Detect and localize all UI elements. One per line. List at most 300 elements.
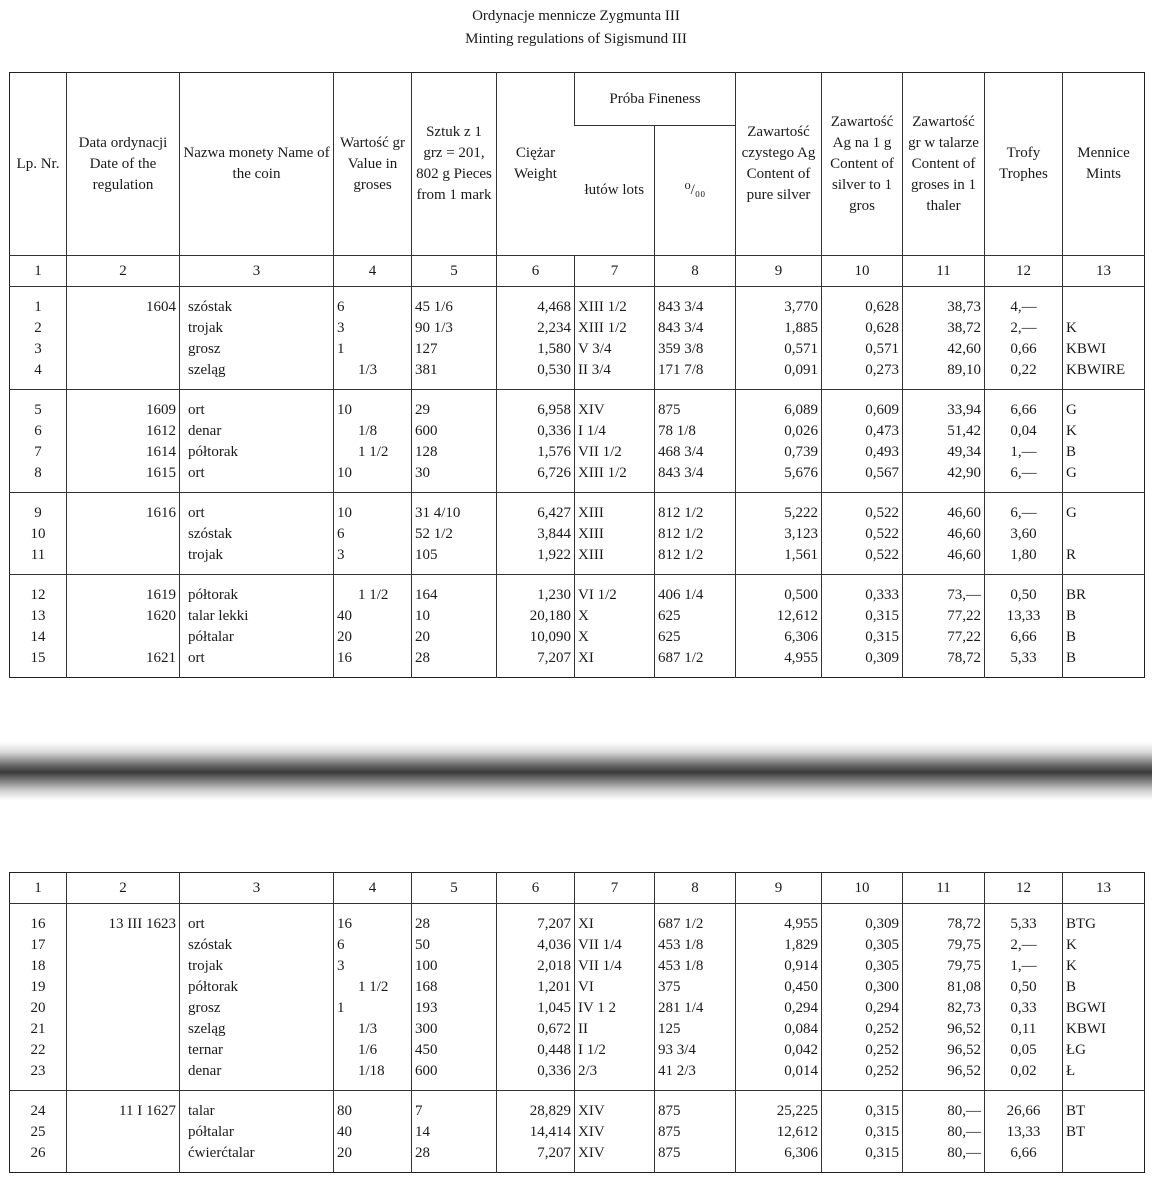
weight-cell: 2,234: [497, 318, 575, 339]
coin-name-cell: szóstak: [180, 524, 334, 545]
pure-silver-cell: 0,500: [736, 575, 822, 607]
trophes-cell: 1,—: [985, 956, 1063, 977]
weight-cell: 6,958: [497, 390, 575, 422]
mints-cell: BT: [1063, 1091, 1145, 1123]
trophes-cell: 0,66: [985, 339, 1063, 360]
fineness-permille-cell: 875: [655, 1122, 736, 1143]
groses-per-thaler-cell: 96,52: [903, 1019, 985, 1040]
fineness-lots-cell: XIII 1/2: [575, 463, 655, 493]
trophes-cell: 6,—: [985, 493, 1063, 525]
fineness-lots-cell: XIV: [575, 1122, 655, 1143]
table-row: [10, 287, 1145, 319]
row-number-cell: 8: [34, 465, 42, 481]
regulation-date-cell: [67, 1040, 180, 1061]
row-number-cell: 26: [30, 1145, 46, 1161]
weight-cell: 1,580: [497, 339, 575, 360]
weight-cell: 7,207: [497, 648, 575, 678]
mints-cell: B: [1063, 606, 1145, 627]
value-groses-cell: 1/3: [334, 360, 412, 390]
regulation-date-cell: 13 III 1623: [67, 904, 180, 936]
groses-per-thaler-cell: 79,75: [903, 956, 985, 977]
fineness-lots-cell: XIII: [575, 493, 655, 525]
fineness-permille-cell: 453 1/8: [655, 956, 736, 977]
value-groses-cell: 1/6: [334, 1040, 412, 1061]
header-silver-per-gros: Zawartość Ag na 1 g Content of silver to 1 gros: [822, 73, 903, 256]
silver-per-gros-cell: 0,628: [822, 287, 903, 319]
value-groses-cell: 6: [334, 524, 412, 545]
trophes-cell: 0,02: [985, 1061, 1063, 1091]
silver-per-gros-cell: 0,567: [822, 463, 903, 493]
weight-cell: 1,201: [497, 977, 575, 998]
regulation-date-cell: 1612: [67, 421, 180, 442]
pure-silver-cell: 1,885: [736, 318, 822, 339]
silver-per-gros-cell: 0,473: [822, 421, 903, 442]
fineness-lots-cell: I 1/2: [575, 1040, 655, 1061]
mints-cell: BR: [1063, 575, 1145, 607]
fineness-permille-cell: 812 1/2: [655, 545, 736, 575]
fineness-lots-cell: VI: [575, 977, 655, 998]
regulation-date-cell: [67, 1122, 180, 1143]
weight-cell: 2,018: [497, 956, 575, 977]
groses-per-thaler-cell: 51,42: [903, 421, 985, 442]
coin-name-cell: szeląg: [180, 360, 334, 390]
coin-name-cell: talar: [180, 1091, 334, 1123]
row-number-cell: 23: [30, 1063, 46, 1079]
table-row: [10, 977, 1145, 998]
regulation-date-cell: [67, 1143, 180, 1173]
fineness-permille-cell: 359 3/8: [655, 339, 736, 360]
mints-cell: BTG: [1063, 904, 1145, 936]
regulation-date-cell: [67, 935, 180, 956]
table-row: [10, 1019, 1145, 1040]
column-number-row: 1 2 3 4 5 6 7 8 9 10 11 12 13: [10, 873, 1145, 904]
pure-silver-cell: 0,914: [736, 956, 822, 977]
fineness-lots-cell: VII 1/4: [575, 956, 655, 977]
value-groses-cell: 1: [334, 339, 412, 360]
trophes-cell: 5,33: [985, 648, 1063, 678]
silver-per-gros-cell: 0,305: [822, 956, 903, 977]
column-number-row: 1 2 3 4 5 6 7 8 9 10 11 12 13: [10, 256, 1145, 287]
fineness-lots-cell: XIV: [575, 390, 655, 422]
header-date: Data ordynacji Date of the regulation: [67, 73, 180, 256]
groses-per-thaler-cell: 46,60: [903, 545, 985, 575]
fineness-lots-cell: VI 1/2: [575, 575, 655, 607]
row-number-cell: 11: [30, 547, 46, 563]
value-groses-cell: 20: [334, 1143, 412, 1173]
pure-silver-cell: 0,014: [736, 1061, 822, 1091]
pure-silver-cell: 4,955: [736, 904, 822, 936]
coin-name-cell: półtorak: [180, 442, 334, 463]
value-groses-cell: 3: [334, 318, 412, 339]
value-groses-cell: 1 1/2: [334, 977, 412, 998]
coin-name-cell: półtalar: [180, 627, 334, 648]
regulation-date-cell: [67, 339, 180, 360]
table-row: [10, 1143, 1145, 1173]
fineness-permille-cell: 812 1/2: [655, 493, 736, 525]
silver-per-gros-cell: 0,333: [822, 575, 903, 607]
weight-cell: 0,336: [497, 1061, 575, 1091]
fineness-permille-cell: 281 1/4: [655, 998, 736, 1019]
value-groses-cell: 10: [334, 390, 412, 422]
fineness-permille-cell: 93 3/4: [655, 1040, 736, 1061]
pieces-per-mark-cell: 30: [412, 463, 497, 493]
value-groses-cell: 16: [334, 648, 412, 678]
fineness-lots-cell: XIII 1/2: [575, 318, 655, 339]
pieces-per-mark-cell: 381: [412, 360, 497, 390]
fineness-lots-cell: IV 1 2: [575, 998, 655, 1019]
pure-silver-cell: 5,676: [736, 463, 822, 493]
mints-cell: BGWI: [1063, 998, 1145, 1019]
table-row: [10, 421, 1145, 442]
row-number-cell: 17: [30, 937, 46, 953]
header-mints: Mennice Mints: [1063, 73, 1145, 256]
fineness-permille-cell: 875: [655, 390, 736, 422]
table-row: [10, 935, 1145, 956]
regulation-date-cell: [67, 1061, 180, 1091]
row-number-cell: 2: [34, 320, 42, 336]
fineness-lots-cell: XI: [575, 904, 655, 936]
pieces-per-mark-cell: 450: [412, 1040, 497, 1061]
pieces-per-mark-cell: 29: [412, 390, 497, 422]
row-number-cell: 21: [30, 1021, 46, 1037]
row-number-cell: 15: [30, 650, 46, 666]
pieces-per-mark-cell: 127: [412, 339, 497, 360]
page-title-polish: Ordynacje mennicze Zygmunta III: [472, 8, 680, 24]
pieces-per-mark-cell: 100: [412, 956, 497, 977]
pieces-per-mark-cell: 31 4/10: [412, 493, 497, 525]
fineness-permille-cell: 687 1/2: [655, 648, 736, 678]
pure-silver-cell: 1,829: [736, 935, 822, 956]
pieces-per-mark-cell: 14: [412, 1122, 497, 1143]
trophes-cell: 1,80: [985, 545, 1063, 575]
fineness-lots-cell: XIII: [575, 545, 655, 575]
header-permille: ⁰/₀₀: [655, 126, 736, 256]
pieces-per-mark-cell: 90 1/3: [412, 318, 497, 339]
weight-cell: 10,090: [497, 627, 575, 648]
table-row: [10, 1122, 1145, 1143]
regulation-date-cell: 11 I 1627: [67, 1091, 180, 1123]
pure-silver-cell: 12,612: [736, 1122, 822, 1143]
mints-cell: Ł: [1063, 1061, 1145, 1091]
groses-per-thaler-cell: 96,52: [903, 1040, 985, 1061]
groses-per-thaler-cell: 46,60: [903, 524, 985, 545]
mints-cell: G: [1063, 493, 1145, 525]
groses-per-thaler-cell: 80,—: [903, 1091, 985, 1123]
coin-name-cell: szóstak: [180, 287, 334, 319]
table-row: [10, 648, 1145, 678]
header-trophes: Trofy Trophes: [985, 73, 1063, 256]
groses-per-thaler-cell: 42,60: [903, 339, 985, 360]
value-groses-cell: 1/18: [334, 1061, 412, 1091]
table-row: [10, 390, 1145, 422]
weight-cell: 4,468: [497, 287, 575, 319]
groses-per-thaler-cell: 79,75: [903, 935, 985, 956]
coin-name-cell: denar: [180, 1061, 334, 1091]
groses-per-thaler-cell: 77,22: [903, 606, 985, 627]
table-row: [10, 1061, 1145, 1091]
silver-per-gros-cell: 0,309: [822, 648, 903, 678]
weight-cell: 0,336: [497, 421, 575, 442]
fineness-permille-cell: 843 3/4: [655, 318, 736, 339]
page-title-english: Minting regulations of Sigismund III: [465, 31, 687, 47]
mints-cell: K: [1063, 956, 1145, 977]
mints-cell: KBWI: [1063, 1019, 1145, 1040]
pieces-per-mark-cell: 7: [412, 1091, 497, 1123]
pieces-per-mark-cell: 105: [412, 545, 497, 575]
coin-name-cell: półtalar: [180, 1122, 334, 1143]
value-groses-cell: 3: [334, 956, 412, 977]
fineness-permille-cell: 406 1/4: [655, 575, 736, 607]
coin-name-cell: trojak: [180, 956, 334, 977]
value-groses-cell: 40: [334, 606, 412, 627]
silver-per-gros-cell: 0,252: [822, 1061, 903, 1091]
groses-per-thaler-cell: 80,—: [903, 1143, 985, 1173]
coin-name-cell: ort: [180, 463, 334, 493]
row-number-cell: 3: [34, 341, 42, 357]
table-row: [10, 904, 1145, 936]
groses-per-thaler-cell: 80,—: [903, 1122, 985, 1143]
mints-cell: K: [1063, 421, 1145, 442]
mints-cell: [1063, 524, 1145, 545]
trophes-cell: 1,—: [985, 442, 1063, 463]
value-groses-cell: 20: [334, 627, 412, 648]
pure-silver-cell: 5,222: [736, 493, 822, 525]
mints-cell: B: [1063, 977, 1145, 998]
groses-per-thaler-cell: 78,72: [903, 904, 985, 936]
weight-cell: 20,180: [497, 606, 575, 627]
value-groses-cell: 1 1/2: [334, 575, 412, 607]
fineness-permille-cell: 125: [655, 1019, 736, 1040]
value-groses-cell: 16: [334, 904, 412, 936]
trophes-cell: 6,66: [985, 390, 1063, 422]
silver-per-gros-cell: 0,315: [822, 1122, 903, 1143]
pieces-per-mark-cell: 28: [412, 1143, 497, 1173]
header-fineness: Próba Fineness: [575, 73, 736, 126]
regulation-date-cell: 1620: [67, 606, 180, 627]
fineness-permille-cell: 375: [655, 977, 736, 998]
table-row: [10, 998, 1145, 1019]
header-pieces: Sztuk z 1 grz = 201, 802 g Pieces from 1 mark: [412, 73, 497, 256]
trophes-cell: 4,—: [985, 287, 1063, 319]
mints-cell: B: [1063, 627, 1145, 648]
mints-cell: [1063, 1143, 1145, 1173]
fineness-permille-cell: 875: [655, 1091, 736, 1123]
pure-silver-cell: 6,306: [736, 627, 822, 648]
fineness-permille-cell: 875: [655, 1143, 736, 1173]
groses-per-thaler-cell: 73,—: [903, 575, 985, 607]
fineness-lots-cell: 2/3: [575, 1061, 655, 1091]
groses-per-thaler-cell: 89,10: [903, 360, 985, 390]
header-pure-silver: Zawartość czystego Ag Content of pure silver: [736, 73, 822, 256]
groses-per-thaler-cell: 38,73: [903, 287, 985, 319]
weight-cell: 6,726: [497, 463, 575, 493]
pieces-per-mark-cell: 52 1/2: [412, 524, 497, 545]
mints-cell: KBWIRE: [1063, 360, 1145, 390]
table-row: [10, 1091, 1145, 1123]
pieces-per-mark-cell: 45 1/6: [412, 287, 497, 319]
table-row: [10, 1040, 1145, 1061]
silver-per-gros-cell: 0,300: [822, 977, 903, 998]
fineness-lots-cell: XIV: [575, 1143, 655, 1173]
coin-name-cell: trojak: [180, 318, 334, 339]
pieces-per-mark-cell: 168: [412, 977, 497, 998]
value-groses-cell: 1 1/2: [334, 442, 412, 463]
page-fold-shadow: [0, 742, 1152, 800]
coin-name-cell: ćwierćtalar: [180, 1143, 334, 1173]
header-name: Nazwa monety Name of the coin: [180, 73, 334, 256]
fineness-lots-cell: XI: [575, 648, 655, 678]
row-number-cell: 25: [30, 1124, 46, 1140]
pure-silver-cell: 0,091: [736, 360, 822, 390]
regulation-date-cell: [67, 524, 180, 545]
pieces-per-mark-cell: 50: [412, 935, 497, 956]
table-row: [10, 360, 1145, 390]
regulation-date-cell: 1614: [67, 442, 180, 463]
silver-per-gros-cell: 0,628: [822, 318, 903, 339]
table-row: [10, 956, 1145, 977]
trophes-cell: 13,33: [985, 606, 1063, 627]
row-number-cell: 9: [10, 493, 67, 525]
pieces-per-mark-cell: 193: [412, 998, 497, 1019]
silver-per-gros-cell: 0,315: [822, 1091, 903, 1123]
mints-cell: G: [1063, 390, 1145, 422]
fineness-permille-cell: 687 1/2: [655, 904, 736, 936]
regulation-date-cell: 1609: [67, 390, 180, 422]
silver-per-gros-cell: 0,522: [822, 524, 903, 545]
regulation-date-cell: [67, 360, 180, 390]
row-number-cell: 13: [30, 608, 46, 624]
weight-cell: 7,207: [497, 1143, 575, 1173]
row-number-cell: 24: [10, 1091, 67, 1123]
value-groses-cell: 40: [334, 1122, 412, 1143]
pure-silver-cell: 12,612: [736, 606, 822, 627]
coin-name-cell: szeląg: [180, 1019, 334, 1040]
table-row: [10, 318, 1145, 339]
mints-cell: B: [1063, 442, 1145, 463]
trophes-cell: 0,22: [985, 360, 1063, 390]
regulation-date-cell: [67, 318, 180, 339]
coin-name-cell: ort: [180, 904, 334, 936]
regulation-date-cell: 1619: [67, 575, 180, 607]
mints-cell: KBWI: [1063, 339, 1145, 360]
pure-silver-cell: 0,026: [736, 421, 822, 442]
pure-silver-cell: 0,571: [736, 339, 822, 360]
regulation-date-cell: [67, 977, 180, 998]
header-weight: Ciężar Weight: [497, 73, 575, 256]
row-number-cell: 14: [30, 629, 46, 645]
header-value: Wartość gr Value in groses: [334, 73, 412, 256]
table-row: [10, 339, 1145, 360]
trophes-cell: 6,66: [985, 1143, 1063, 1173]
fineness-lots-cell: XIV: [575, 1091, 655, 1123]
silver-per-gros-cell: 0,315: [822, 1143, 903, 1173]
mints-cell: B: [1063, 648, 1145, 678]
pieces-per-mark-cell: 164: [412, 575, 497, 607]
mints-cell: ŁG: [1063, 1040, 1145, 1061]
regulation-date-cell: 1616: [67, 493, 180, 525]
value-groses-cell: 6: [334, 935, 412, 956]
table-row: [10, 442, 1145, 463]
trophes-cell: 6,66: [985, 627, 1063, 648]
fineness-permille-cell: 171 7/8: [655, 360, 736, 390]
weight-cell: 0,672: [497, 1019, 575, 1040]
pure-silver-cell: 1,561: [736, 545, 822, 575]
table-row: [10, 524, 1145, 545]
weight-cell: 3,844: [497, 524, 575, 545]
weight-cell: 1,922: [497, 545, 575, 575]
coin-name-cell: ort: [180, 390, 334, 422]
row-number-cell: 10: [30, 526, 46, 542]
fineness-lots-cell: VII 1/2: [575, 442, 655, 463]
weight-cell: 1,576: [497, 442, 575, 463]
pieces-per-mark-cell: 128: [412, 442, 497, 463]
silver-per-gros-cell: 0,493: [822, 442, 903, 463]
silver-per-gros-cell: 0,315: [822, 627, 903, 648]
silver-per-gros-cell: 0,522: [822, 545, 903, 575]
silver-per-gros-cell: 0,522: [822, 493, 903, 525]
table-row: [10, 493, 1145, 525]
weight-cell: 6,427: [497, 493, 575, 525]
weight-cell: 1,230: [497, 575, 575, 607]
pure-silver-cell: 0,294: [736, 998, 822, 1019]
fineness-lots-cell: II: [575, 1019, 655, 1040]
trophes-cell: 5,33: [985, 904, 1063, 936]
silver-per-gros-cell: 0,315: [822, 606, 903, 627]
pieces-per-mark-cell: 300: [412, 1019, 497, 1040]
table-row: [10, 545, 1145, 575]
value-groses-cell: 6: [334, 287, 412, 319]
table-row: [10, 575, 1145, 607]
mints-cell: R: [1063, 545, 1145, 575]
pure-silver-cell: 0,739: [736, 442, 822, 463]
row-number-cell: 22: [30, 1042, 46, 1058]
coin-name-cell: półtorak: [180, 575, 334, 607]
mints-cell: [1063, 287, 1145, 319]
groses-per-thaler-cell: 33,94: [903, 390, 985, 422]
coin-name-cell: trojak: [180, 545, 334, 575]
pure-silver-cell: 4,955: [736, 648, 822, 678]
silver-per-gros-cell: 0,252: [822, 1019, 903, 1040]
value-groses-cell: 10: [334, 493, 412, 525]
pieces-per-mark-cell: 28: [412, 904, 497, 936]
header-groses-per-thaler: Zawartość gr w talarze Content of groses in 1 thaler: [903, 73, 985, 256]
fineness-permille-cell: 625: [655, 627, 736, 648]
trophes-cell: 2,—: [985, 318, 1063, 339]
groses-per-thaler-cell: 78,72: [903, 648, 985, 678]
fineness-permille-cell: 78 1/8: [655, 421, 736, 442]
coin-name-cell: ort: [180, 648, 334, 678]
value-groses-cell: 80: [334, 1091, 412, 1123]
minting-table-top: [9, 72, 1145, 678]
fineness-permille-cell: 468 3/4: [655, 442, 736, 463]
regulation-date-cell: 1615: [67, 463, 180, 493]
pure-silver-cell: 0,084: [736, 1019, 822, 1040]
row-number-cell: 16: [30, 916, 46, 932]
pure-silver-cell: 3,123: [736, 524, 822, 545]
coin-name-cell: ternar: [180, 1040, 334, 1061]
pure-silver-cell: 6,306: [736, 1143, 822, 1173]
fineness-lots-cell: I 1/4: [575, 421, 655, 442]
groses-per-thaler-cell: 82,73: [903, 998, 985, 1019]
trophes-cell: 0,04: [985, 421, 1063, 442]
pure-silver-cell: 25,225: [736, 1091, 822, 1123]
groses-per-thaler-cell: 81,08: [903, 977, 985, 998]
groses-per-thaler-cell: 96,52: [903, 1061, 985, 1091]
mints-cell: K: [1063, 935, 1145, 956]
pure-silver-cell: 6,089: [736, 390, 822, 422]
mints-cell: BT: [1063, 1122, 1145, 1143]
silver-per-gros-cell: 0,273: [822, 360, 903, 390]
